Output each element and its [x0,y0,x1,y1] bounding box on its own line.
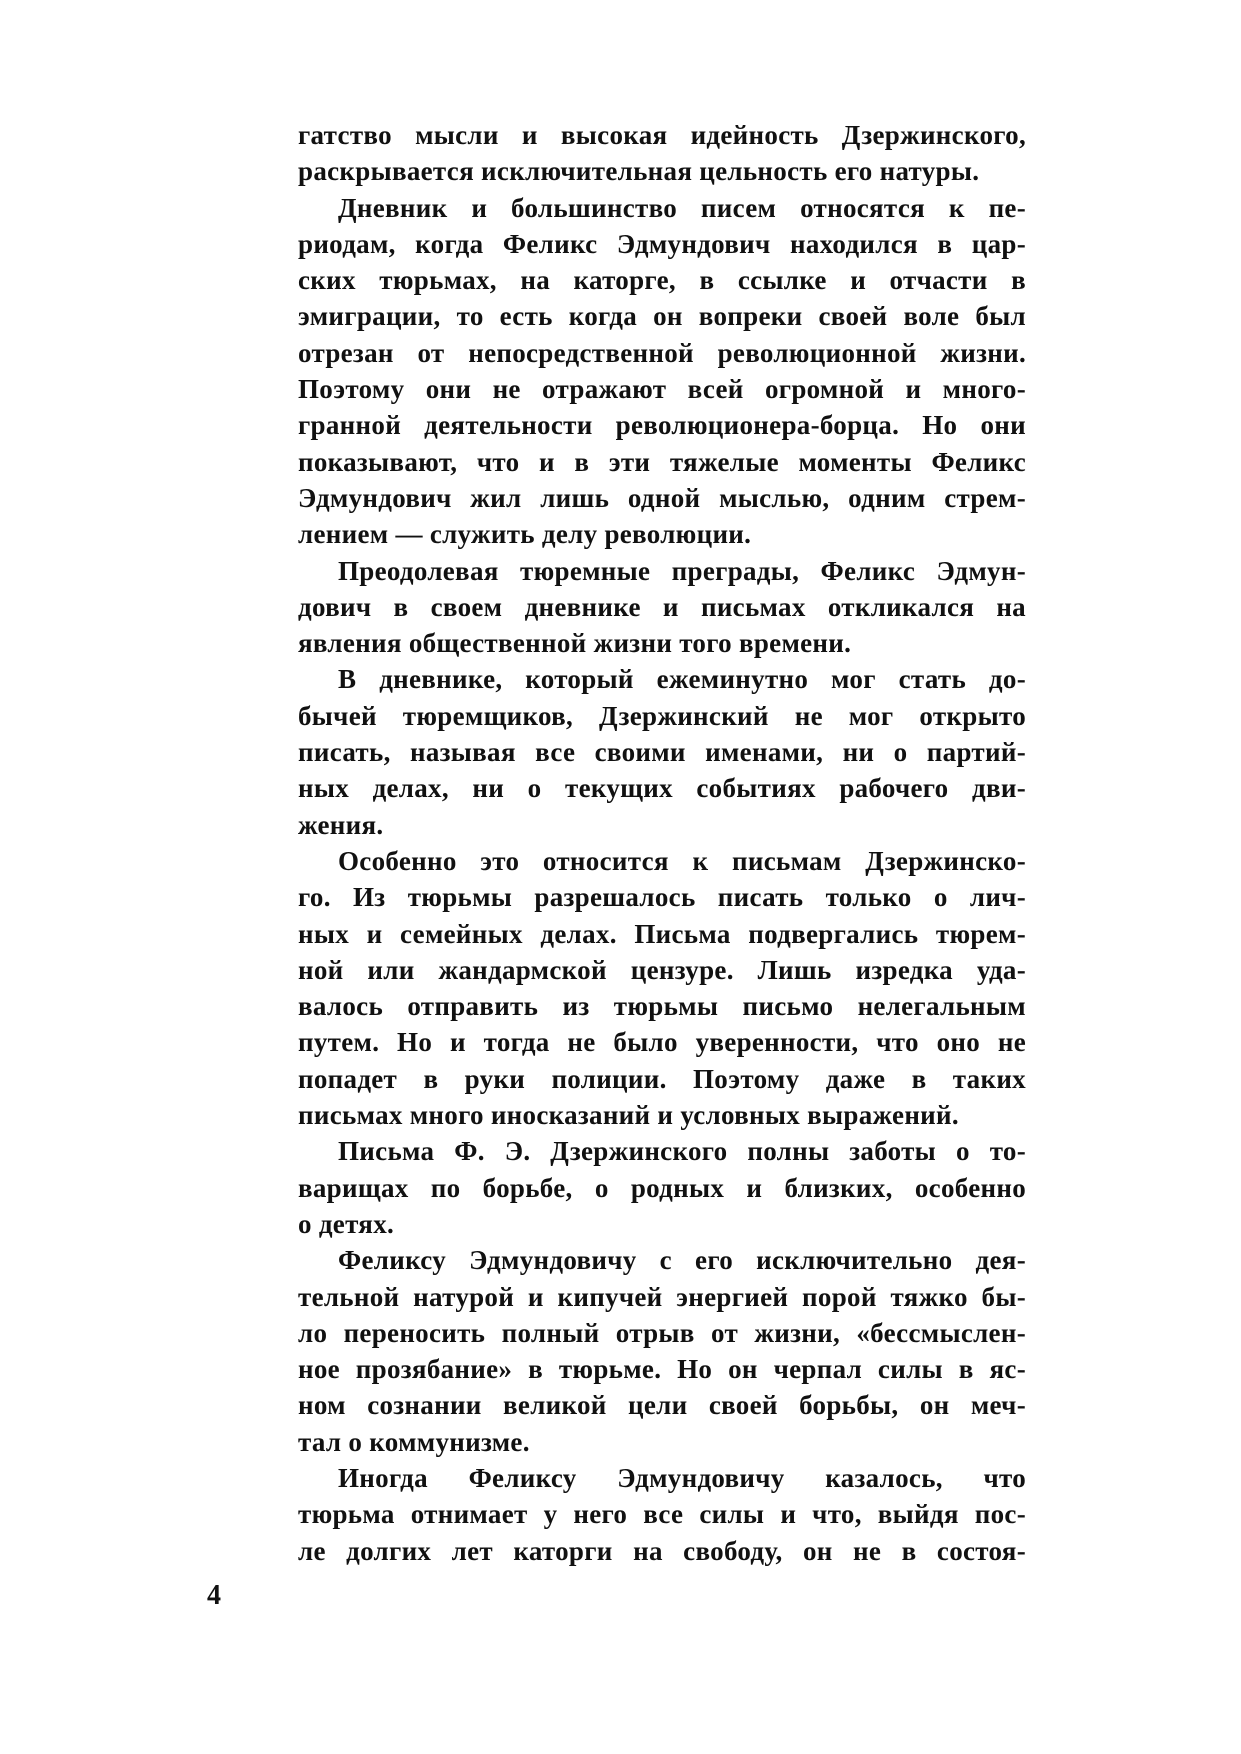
text-line: Дневник и большинство писем относятся к пе- [338,192,1026,223]
text-line: жения. [298,809,384,840]
text-line: письмах много иносказаний и условных выражений. [298,1100,959,1131]
text-line: дович в своем дневнике и письмах откликался на [298,591,1026,622]
text-line: тюрьма отнимает у него все силы и что, выйдя пос- [298,1499,1026,1530]
paragraph [298,1460,1026,1569]
text-line: ных и семейных делах. Письма подвергались тюрем- [298,918,1026,949]
text-line: раскрывается исключительная цельность его натуры. [298,156,980,187]
text-line: ле долгих лет каторги на свободу, он не в состоя- [298,1535,1026,1566]
paragraph [298,1133,1026,1242]
paragraph [298,843,1026,1133]
paragraph [298,117,1026,190]
text-line: Иногда Феликсу Эдмундовичу казалось, что [338,1462,1026,1493]
text-line: варищах по борьбе, о родных и близких, особенно [298,1172,1026,1203]
text-line: явления общественной жизни того времени. [298,628,852,659]
text-line: гатство мысли и высокая идейность Дзержинского, [298,120,1026,150]
paragraph [298,661,1026,842]
text-line: Особенно это относится к письмам Дзержинско- [338,845,1026,876]
text-line: Письма Ф. Э. Дзержинского полны заботы о то- [338,1136,1026,1167]
text-line: попадет в руки полиции. Поэтому даже в таких [298,1063,1026,1094]
text-line: ских тюрьмах, на каторге, в ссылке и отчасти в [298,265,1026,296]
text-line: о детях. [298,1208,395,1239]
text-line: ное прозябание» в тюрьме. Но он черпал силы в яс- [298,1354,1026,1385]
text-line: путем. Но и тогда не было уверенности, что оно не [298,1027,1026,1058]
text-line: гранной деятельности революционера-борца. Но они [298,410,1026,441]
paragraph [298,190,1026,553]
text-line: ном сознании великой цели своей борьбы, он меч- [298,1390,1026,1421]
text-line: Поэтому они не отражают всей огромной и много- [298,374,1026,405]
text-line: отрезан от непосредственной революционной жизни. [298,337,1026,368]
text-line: эмиграции, то есть когда он вопреки своей воле был [298,301,1026,332]
text-line: ных делах, ни о текущих событиях рабочего дви- [298,773,1026,804]
text-line: бычей тюремщиков, Дзержинский не мог открыто [298,700,1026,731]
text-line: показывают, что и в эти тяжелые моменты Феликс [298,446,1026,477]
text-line: тал о коммунизме. [298,1426,530,1457]
text-line: риодам, когда Феликс Эдмундович находился в цар- [298,228,1026,259]
text-line: лением — служить делу революции. [298,519,752,550]
paragraph [298,1242,1026,1460]
paragraph [298,553,1026,662]
body-text [298,117,1026,1569]
text-line: Преодолевая тюремные преграды, Феликс Эдмун- [338,555,1026,586]
text-line: ной или жандармской цензуре. Лишь изредка уда- [298,954,1026,985]
text-line: Феликсу Эдмундовичу с его исключительно дея- [338,1245,1026,1276]
text-line: го. Из тюрьмы разрешалось писать только о лич- [298,882,1026,913]
text-line: писать, называя все своими именами, ни о партий- [298,737,1026,768]
text-line: ло переносить полный отрыв от жизни, «бессмыслен- [298,1317,1026,1348]
text-line: Эдмундович жил лишь одной мыслью, одним стрем- [298,482,1026,513]
text-line: тельной натурой и кипучей энергией порой тяжко бы- [298,1281,1026,1312]
text-line: валось отправить из тюрьмы письмо нелегальным [298,991,1026,1022]
text-line: В дневнике, который ежеминутно мог стать до- [338,664,1026,695]
page-number: 4 [207,1580,221,1611]
